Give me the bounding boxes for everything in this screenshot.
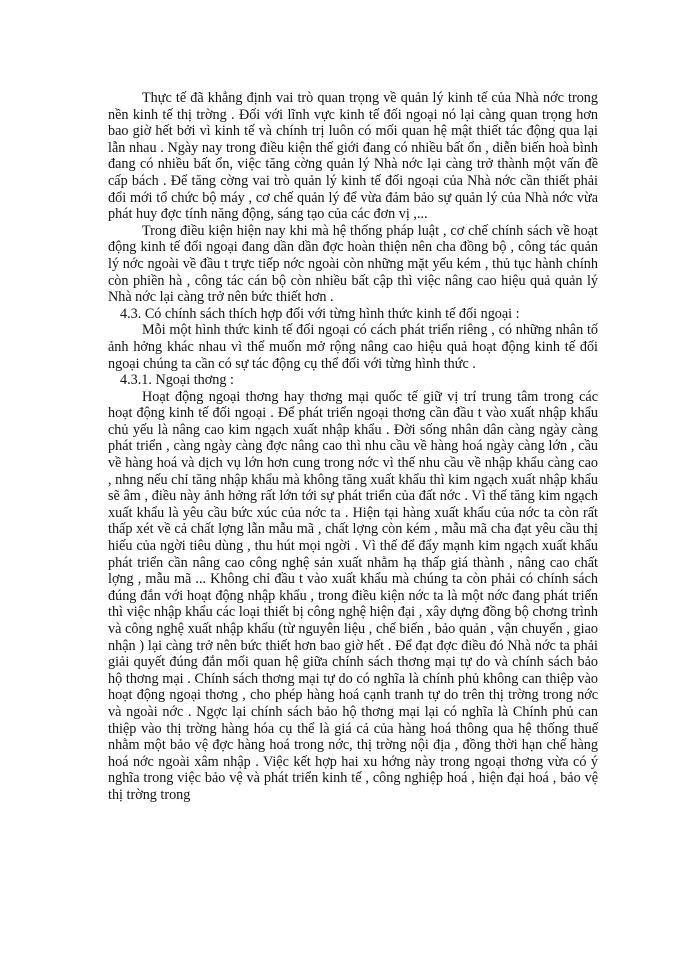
paragraph-current-conditions: Trong điều kiện hiện nay khi mà hệ thống pháp luật , cơ chế chính sách về hoạt động kinh tế đối ngoại đang dần dần đợc hoàn thiện nên cha đồng bộ , công tác quản lý nớc ngoài về đầu t trực tiếp nớc ngoài còn những mặt yếu kém , thủ tục hành chính còn phiền hà , công tác cán bộ còn nhiều bất cập thì việc nâng cao hiệu quả quản lý Nhà nớc lại càng trở nên bức thiết hơn . (108, 222, 598, 306)
section-heading-4-3-1: 4.3.1. Ngoại thơng : (120, 372, 234, 389)
section-heading-4-3: 4.3. Có chính sách thích hợp đối với từng hình thức kinh tế đối ngoại : (120, 305, 520, 322)
paragraph-foreign-trade: Hoạt động ngoại thơng hay thơng mại quốc tế giữ vị trí trung tâm trong các hoạt động kinh tế đối ngoại . Để phát triển ngoại thơng cần đầu t vào xuất nhập khẩu chủ yếu là nâng cao kim ngạch xuất nhập khẩu . Đời sống nhân dân càng ngày càng phát triển , càng ngày càng đợc nâng cao thì nhu cầu về hàng hoá ngày càng lớn , cầu về hàng hoá và dịch vụ lớn hơn cung trong nớc vì thế nhu cầu về nhập khẩu càng cao , nhng nếu chỉ tăng nhập khẩu mà không tăng xuất khẩu thì kim ngạch xuất nhập khẩu sẽ âm , điều này ảnh hởng rất lớn tới sự phát triển của đất nớc . Vì thế tăng kim ngạch xuất khẩu là yêu cầu bức xúc của nớc ta . Hiện tại hàng xuất khẩu của nớc ta còn rất thấp xét về cả chất lợng lẫn mẫu mã , chất lợng còn kém , mẫu mã cha đạt yêu cầu thị hiếu của ngời tiêu dùng , thu hút mọi ngời . Vì thế để đẩy mạnh kim ngạch xuất khẩu phát triển cần nâng cao công nghệ sản xuất nhằm hạ thấp giá thành , nâng cao chất lợng , mẫu mã ... Không chỉ đầu t vào xuất khẩu mà chúng ta còn phải có chính sách đúng đắn với hoạt động nhập khẩu , trong điều kiện nớc ta là một nớc đang phát triển thì việc nhập khẩu các loại thiết bị công nghệ hiện đại , xây dựng đồng bộ chơng trình và công nghệ xuất nhập khẩu (từ nguyên liệu , chế biến , bảo quản , vận chuyển , giao nhận ) lại càng trở nên bức thiết hơn bao giờ hết . Để đạt đợc điều đó Nhà nớc ta phải giải quyết đúng đắn mối quan hệ giữa chính sách thơng mại tự do và chính sách bảo hộ thơng mại . Chính sách thơng mại tự do có nghĩa là chính phủ không can thiệp vào hoạt động ngoại thơng , cho phép hàng hoá cạnh tranh tự do trên thị trờng trong nớc và ngoài nớc . Ngợc lại chính sách bảo hộ thơng mại lại có nghĩa là Chính phủ can thiệp vào thị trờng hàng hóa cụ thể là giá cả của hàng hoá thông qua hệ thống thuế nhằm một bảo vệ đợc hàng hoá trong nớc, thị trờng nội địa , đồng thời hạn chế hàng hoá nớc ngoài xâm nhập . Việc kết hợp hai xu hớng này trong ngoại thơng vừa có ý nghĩa trong việc bảo vệ và phát triển kinh tế , công nghiệp hoá , hiện đại hoá , bảo vệ thị trờng trong (108, 388, 598, 803)
paragraph-each-form: Mỗi một hình thức kinh tế đối ngoại có cách phát triển riêng , có những nhân tố ảnh hởng khác nhau vì thế muốn mở rộng nâng cao hiệu quả hoạt động kinh tế đối ngoại chúng ta cần có sự tác động cụ thể đối với từng hình thức . (108, 322, 598, 372)
document-page (108, 90, 598, 804)
paragraph-role-of-state: Thực tế đã khẳng định vai trò quan trọng về quản lý kinh tế của Nhà nớc trong nền kinh tế thị trờng . Đối với lĩnh vực kinh tế đối ngoại nó lại càng quan trọng hơn bao giờ hết bởi vì kinh tế và chính trị luôn có mối quan hệ mật thiết tác động qua lại lẫn nhau . Ngày nay trong điều kiện thế giới đang có nhiều bất ổn , diễn biến hoà bình đang có nhiều bất ổn, việc tăng cờng quản lý Nhà nớc lại càng trở thành một vấn đề cấp bách . Để tăng cờng vai trò quản lý kinh tế đối ngoại của Nhà nớc cần thiết phải đổi mới tổ chức bộ máy , cơ chế quản lý để vừa đảm bảo sự quản lý của Nhà nớc vừa phát huy đợc tính năng động, sáng tạo của các đơn vị ,... (108, 90, 598, 223)
